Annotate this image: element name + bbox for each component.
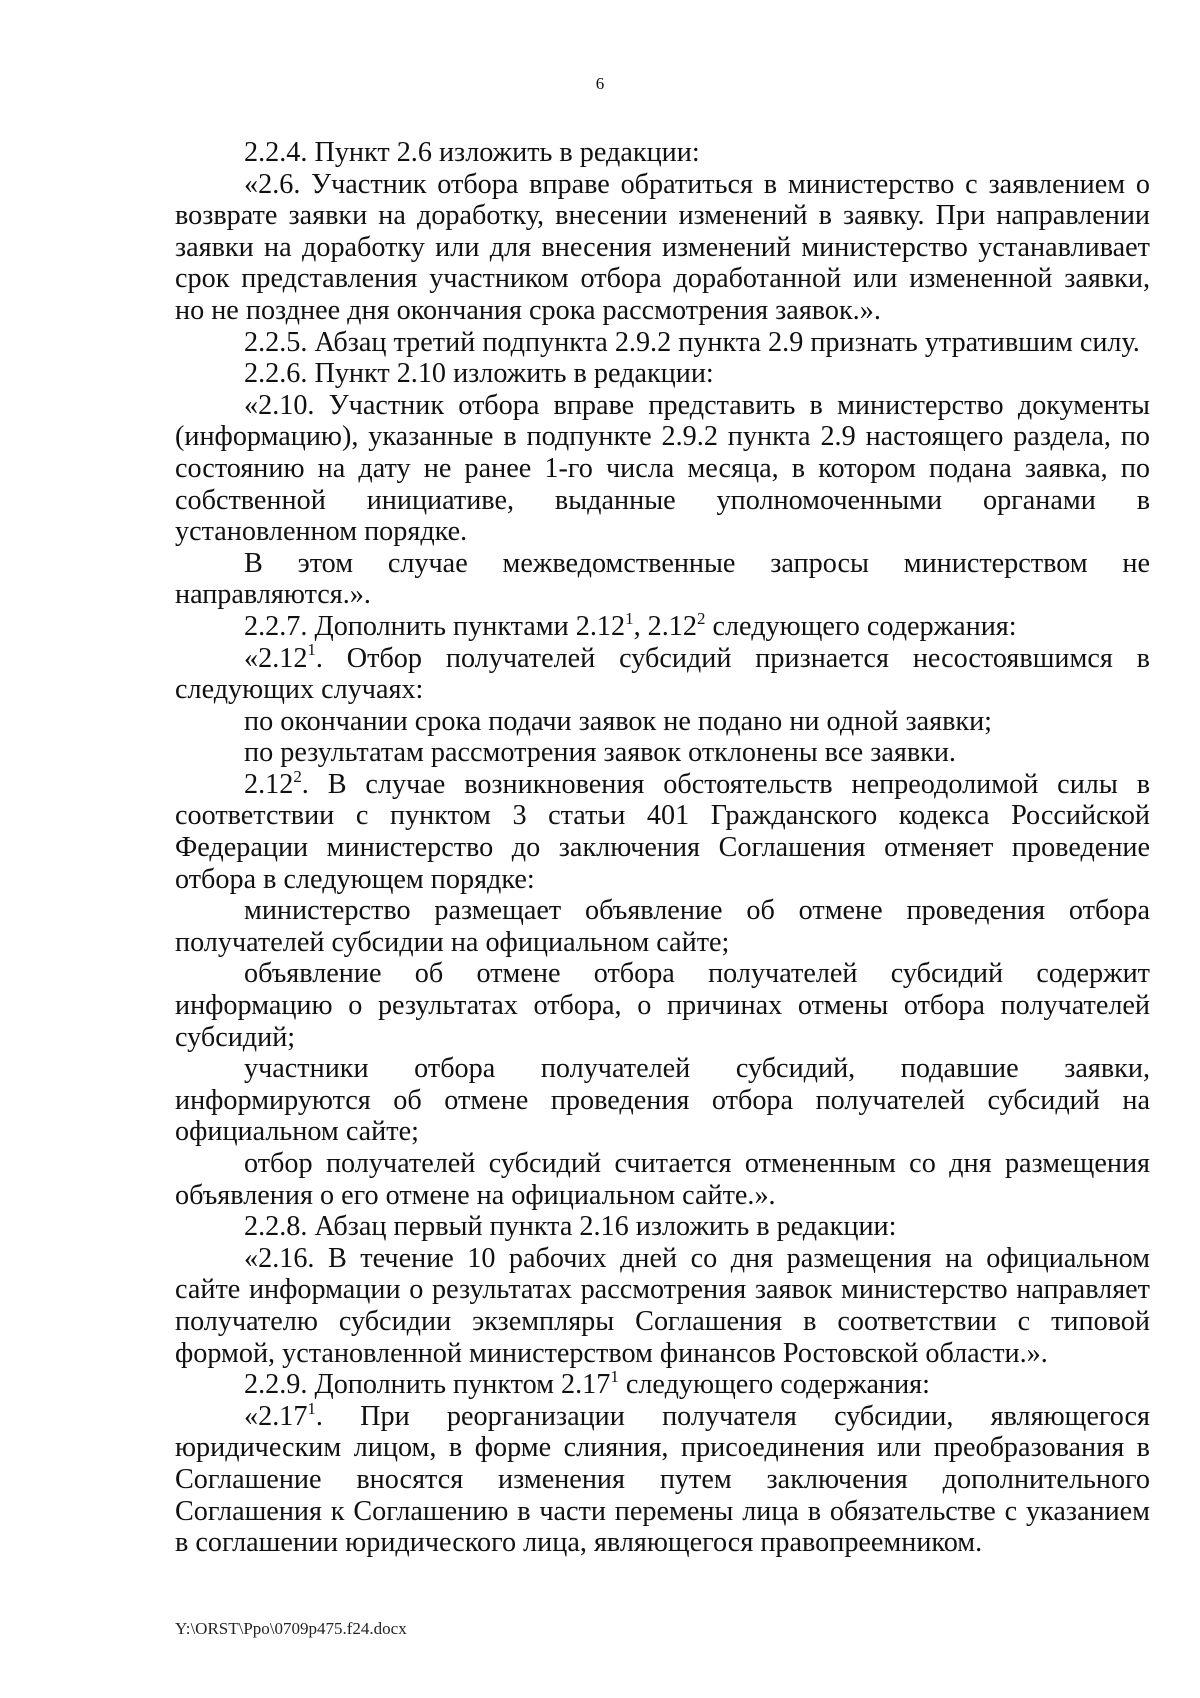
- paragraph-2-2-9: [175, 1366, 1150, 1401]
- paragraph-2-17-1-text: . При реорганизации получателя субсидии, являющегося юридическим лицом, в форме слияния, присоединения или преобразования в Соглашение вносятся изменения путем заключения дополнительного Соглашения к Соглашению в части перемены лица в обязательстве с указанием в соглашении юридического лица, являющегося правопреемником.: [175, 1400, 1150, 1559]
- paragraph-2-12-1-number: «2.12: [244, 642, 308, 674]
- paragraph-selection-cancelled: отбор получателей субсидий считается отмененным со дня размещения объявления о его отмене на официальном сайте.».: [175, 1148, 1150, 1211]
- superscript: 2: [293, 766, 302, 786]
- paragraph-all-rejected: по результатам рассмотрения заявок отклонены все заявки.: [244, 737, 956, 769]
- document-body: [175, 137, 1150, 1559]
- paragraph-2-2-9-part2: следующего содержания:: [618, 1369, 930, 1401]
- paragraph-quote-2-17-1: [175, 1398, 1150, 1559]
- paragraph-2-2-7-part1: 2.2.7. Дополнить пунктами 2.12: [244, 610, 626, 642]
- paragraph-quote-2-12-1: [175, 640, 1150, 706]
- superscript: 1: [625, 608, 634, 628]
- page-number: 6: [595, 74, 605, 93]
- superscript: 1: [307, 640, 316, 660]
- paragraph-participants-informed: участники отбора получателей субсидий, подавшие заявки, информируются об отмене проведения отбора получателей субсидий на официальном сайте;: [175, 1053, 1150, 1148]
- paragraph-2-2-5: 2.2.5. Абзац третий подпункта 2.9.2 пункта 2.9 признать утратившим силу.: [244, 326, 1140, 358]
- paragraph-no-applications: по окончании срока подачи заявок не подано ни одной заявки;: [244, 705, 992, 737]
- paragraph-2-2-6: 2.2.6. Пункт 2.10 изложить в редакции:: [244, 358, 714, 390]
- paragraph-2-2-7-part3: следующего содержания:: [705, 610, 1017, 642]
- paragraph-2-2-8: 2.2.8. Абзац первый пункта 2.16 изложить в редакции:: [244, 1211, 897, 1243]
- paragraph-2-12-2-text: . В случае возникновения обстоятельств непреодолимой силы в соответствии с пунктом 3 статьи 401 Гражданского кодекса Российской Федерации министерство до заключения Соглашения отменяет проведение отбора в следующем порядке:: [175, 768, 1150, 895]
- paragraph-2-2-9-part1: 2.2.9. Дополнить пунктом 2.17: [244, 1369, 611, 1401]
- superscript: 1: [610, 1366, 619, 1386]
- paragraph-2-12-2-number: 2.12: [244, 768, 294, 800]
- paragraph-2-12-2: [175, 766, 1150, 895]
- paragraph-2-2-7-part2: , 2.12: [633, 610, 697, 642]
- paragraph-quote-2-16: «2.16. В течение 10 рабочих дней со дня размещения на официальном сайте информации о результатах рассмотрения заявок министерство направляет получателю субсидии экземпляры Соглашения в соответствии с типовой формой, установленной министерством финансов Ростовской области.».: [175, 1242, 1150, 1369]
- paragraph-2-17-1-number: «2.17: [244, 1400, 308, 1432]
- paragraph-quote-2-10: «2.10. Участник отбора вправе представить в министерство документы (информацию), указанные в подпункте 2.9.2 пункта 2.9 настоящего раздела, по состоянию на дату не ранее 1-го числа месяца, в котором подана заявка, по собственной инициативе, выданные уполномоченными органами в установленном порядке.: [175, 389, 1150, 548]
- superscript: 1: [307, 1398, 316, 1418]
- file-path-footer: Y:\ORST\Ppo\0709p475.f24.docx: [175, 1619, 407, 1638]
- paragraph-announcement-content: объявление об отмене отбора получателей субсидий содержит информацию о результатах отбора, о причинах отмены отбора получателей субсидий;: [175, 958, 1150, 1053]
- paragraph-quote-2-6: «2.6. Участник отбора вправе обратиться в министерство с заявлением о возврате заявки на доработку, внесении изменений в заявку. При направлении заявки на доработку или для внесения изменений министерство устанавливает срок представления участником отбора доработанной или измененной заявки, но не позднее дня окончания срока рассмотрения заявок.».: [175, 168, 1150, 326]
- paragraph-interagency-requests: В этом случае межведомственные запросы министерством не направляются.».: [175, 547, 1150, 611]
- paragraph-2-12-1-text: . Отбор получателей субсидий признается несостоявшимся в следующих случаях:: [175, 642, 1150, 706]
- paragraph-2-2-7: [175, 608, 1150, 643]
- paragraph-ministry-announcement: министерство размещает объявление об отмене проведения отбора получателей субсидии на официальном сайте;: [175, 895, 1150, 958]
- superscript: 2: [696, 608, 706, 628]
- paragraph-2-2-4: 2.2.4. Пункт 2.6 изложить в редакции:: [244, 137, 700, 168]
